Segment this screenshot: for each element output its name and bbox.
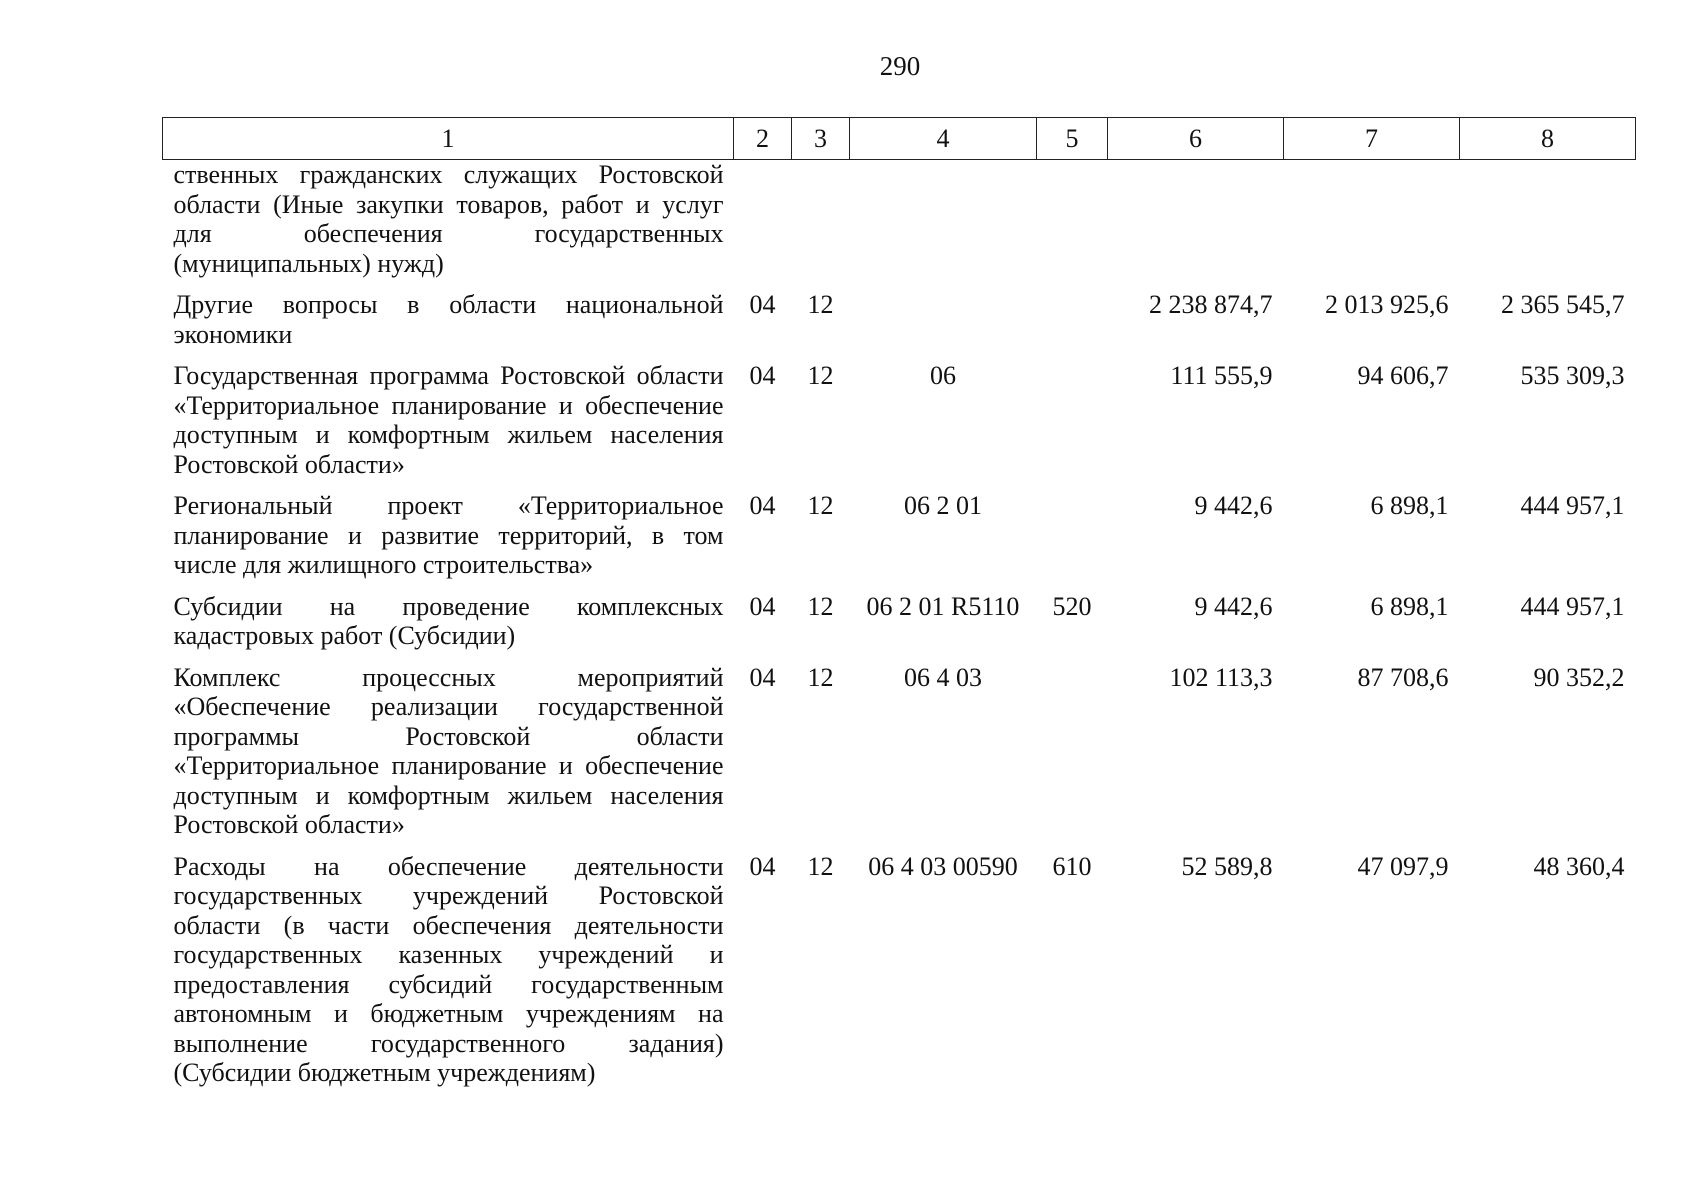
table-row xyxy=(163,592,1636,663)
row-amount-7: 6 898,1 xyxy=(1370,591,1449,621)
row-subsection: 12 xyxy=(807,491,834,520)
table-row xyxy=(163,290,1636,361)
header-col-3: 3 xyxy=(792,118,850,160)
row-amount-8: 48 360,4 xyxy=(1533,851,1625,881)
row-name: Региональный проект «Территориальное планирование и развитие территорий, в том числе для жилищного строительства» xyxy=(173,491,724,579)
row-amount-7 xyxy=(1284,160,1460,291)
row-subsection: 12 xyxy=(807,662,834,692)
row-name: Комплекс процессных мероприятий «Обеспечение реализации государственной программы Ростовской области «Территориальное планирование и обеспечение доступным и комфортным жильем населения Ростовской области» xyxy=(173,662,724,839)
row-amount-6: 111 555,9 xyxy=(1170,361,1273,390)
row-amount-7: 87 708,6 xyxy=(1357,662,1449,692)
row-target-article: 06 4 03 00590 xyxy=(868,851,1018,881)
table-row xyxy=(163,491,1636,592)
header-col-6: 6 xyxy=(1108,118,1284,160)
table-body xyxy=(163,160,1636,1100)
row-amount-7: 2 013 925,6 xyxy=(1325,290,1449,319)
row-amount-8: 444 957,1 xyxy=(1520,491,1625,520)
row-name: Другие вопросы в области национальной экономики xyxy=(173,290,724,349)
row-subsection: 12 xyxy=(807,290,834,319)
row-amount-8: 2 365 545,7 xyxy=(1501,290,1625,319)
header-col-8: 8 xyxy=(1460,118,1636,160)
row-amount-8 xyxy=(1460,160,1636,291)
row-section: 04 xyxy=(749,491,776,520)
row-expense-type xyxy=(1037,491,1108,592)
row-section: 04 xyxy=(749,290,776,319)
table-row xyxy=(163,663,1636,852)
table-row xyxy=(163,361,1636,491)
header-col-2: 2 xyxy=(734,118,792,160)
row-section xyxy=(734,160,792,291)
table-row xyxy=(163,852,1636,1100)
row-target-article: 06 4 03 xyxy=(904,662,982,692)
row-expense-type: 610 xyxy=(1052,851,1092,881)
row-section: 04 xyxy=(749,361,776,390)
header-row xyxy=(163,118,1636,160)
row-section: 04 xyxy=(749,662,776,692)
row-expense-type xyxy=(1037,160,1108,291)
header-col-5: 5 xyxy=(1037,118,1108,160)
header-col-4: 4 xyxy=(850,118,1037,160)
budget-table xyxy=(162,117,1636,1100)
row-subsection xyxy=(792,160,850,291)
row-target-article xyxy=(850,290,1037,361)
page-number: 290 xyxy=(879,51,921,81)
table-row xyxy=(163,160,1636,291)
row-amount-6 xyxy=(1108,160,1284,291)
header-col-1: 1 xyxy=(163,118,734,160)
row-amount-8: 535 309,3 xyxy=(1520,361,1625,390)
row-amount-6: 102 113,3 xyxy=(1169,662,1273,692)
row-name: Субсидии на проведение комплексных кадастровых работ (Субсидии) xyxy=(173,591,724,650)
row-target-article xyxy=(850,160,1037,291)
header-col-7: 7 xyxy=(1284,118,1460,160)
row-target-article: 06 2 01 xyxy=(904,491,982,520)
row-subsection: 12 xyxy=(807,361,834,390)
row-subsection: 12 xyxy=(807,851,834,881)
row-expense-type: 520 xyxy=(1052,591,1092,621)
row-amount-6: 9 442,6 xyxy=(1194,591,1273,621)
row-section: 04 xyxy=(749,591,776,621)
row-expense-type xyxy=(1037,290,1108,361)
row-name: Расходы на обеспечение деятельности государственных учреждений Ростовской области (в части обеспечения деятельности государственных казенных учреждений и предоставления субсидий государственным автономным и бюджетным учреждениям на выполнение государственного задания) (Субсидии бюджетным учреждениям) xyxy=(173,851,724,1087)
row-target-article: 06 xyxy=(930,361,956,390)
row-amount-6: 2 238 874,7 xyxy=(1149,290,1273,319)
table-header xyxy=(163,118,1636,160)
row-target-article: 06 2 01 R5110 xyxy=(866,591,1020,621)
row-amount-7: 47 097,9 xyxy=(1357,851,1449,881)
row-subsection: 12 xyxy=(807,591,834,621)
row-expense-type xyxy=(1037,361,1108,491)
row-amount-8: 444 957,1 xyxy=(1520,591,1625,621)
row-amount-7: 6 898,1 xyxy=(1370,491,1449,520)
row-name: ственных гражданских служащих Ростовской области (Иные закупки товаров, работ и услуг для обеспечения государственных (муниципальных) нужд) xyxy=(173,160,724,278)
row-name: Государственная программа Ростовской области «Территориальное планирование и обеспечение доступным и комфортным жильем населения Ростовской области» xyxy=(173,361,724,479)
row-amount-6: 9 442,6 xyxy=(1194,491,1273,520)
row-section: 04 xyxy=(749,851,776,881)
row-amount-7: 94 606,7 xyxy=(1357,361,1449,390)
row-amount-6: 52 589,8 xyxy=(1181,851,1273,881)
row-amount-8: 90 352,2 xyxy=(1533,662,1625,692)
row-expense-type xyxy=(1037,663,1108,852)
